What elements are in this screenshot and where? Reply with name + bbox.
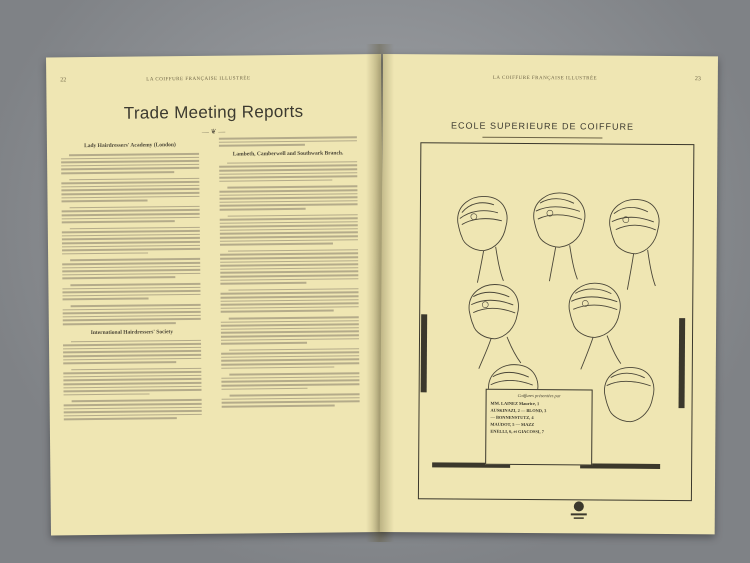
text-block — [63, 368, 201, 396]
decorative-bar — [421, 314, 428, 392]
text-block — [62, 227, 200, 255]
text-block — [62, 258, 200, 279]
decorative-bar — [679, 318, 686, 408]
section-heading: Lady Hairdressers' Academy (London) — [84, 142, 176, 150]
head-sketch — [457, 196, 507, 283]
text-block — [61, 177, 199, 202]
text-block — [221, 348, 359, 369]
head-sketch — [469, 284, 522, 369]
right-page — [380, 54, 718, 534]
text-block — [220, 214, 358, 246]
title-ornament: — ❦ — — [201, 127, 226, 136]
text-block — [220, 288, 358, 313]
credit-name: MM. LAINEZ Maurice, 1 — [490, 400, 540, 407]
right-page-number: 23 — [694, 76, 701, 83]
text-block — [219, 161, 357, 182]
left-page-number: 22 — [60, 77, 67, 84]
text-block — [221, 316, 359, 344]
right-running-head: LA COIFFURE FRANÇAISE ILLUSTRÉE — [492, 75, 598, 82]
text-block — [220, 249, 358, 284]
left-running-head: LA COIFFURE FRANÇAISE ILLUSTRÉE — [146, 76, 251, 83]
right-column — [219, 136, 360, 412]
credits-header: Coiffures présentées par — [517, 392, 561, 399]
head-sketch — [604, 367, 654, 422]
art-deco-emblem — [570, 500, 588, 522]
head-sketch — [533, 193, 585, 282]
section-heading: Lambeth, Camberwell and Southwark Branch. — [232, 150, 344, 158]
open-magazine — [36, 44, 728, 542]
text-block — [62, 283, 200, 300]
text-block — [61, 153, 199, 174]
credit-name: MAUDOT, 5 — MAZZ — [490, 421, 535, 428]
magazine-gutter — [366, 44, 394, 542]
head-sketch — [609, 199, 659, 290]
text-block — [219, 136, 357, 146]
text-block — [64, 399, 202, 420]
text-block — [63, 304, 201, 325]
head-sketch — [569, 283, 622, 370]
page-title: Trade Meeting Reports — [123, 101, 304, 123]
credit-name: AUSKINAZI, 2 — BLOND, 3 — [490, 407, 547, 414]
left-page — [46, 54, 386, 535]
credits-box — [485, 389, 593, 466]
section-heading: International Hairdressers' Society — [90, 328, 174, 336]
credit-name: — BONNENSTUTZ, 4 — [490, 414, 534, 421]
credit-name: ENELLI, 6, et GIACOSSI, 7 — [490, 428, 544, 435]
page-title: ECOLE SUPERIEURE DE COIFFURE — [450, 120, 635, 132]
text-block — [221, 372, 359, 389]
text-block — [222, 393, 360, 407]
text-block — [63, 339, 201, 364]
left-column — [61, 138, 202, 425]
text-block — [219, 186, 357, 211]
text-block — [62, 206, 200, 223]
title-rule — [482, 137, 602, 139]
